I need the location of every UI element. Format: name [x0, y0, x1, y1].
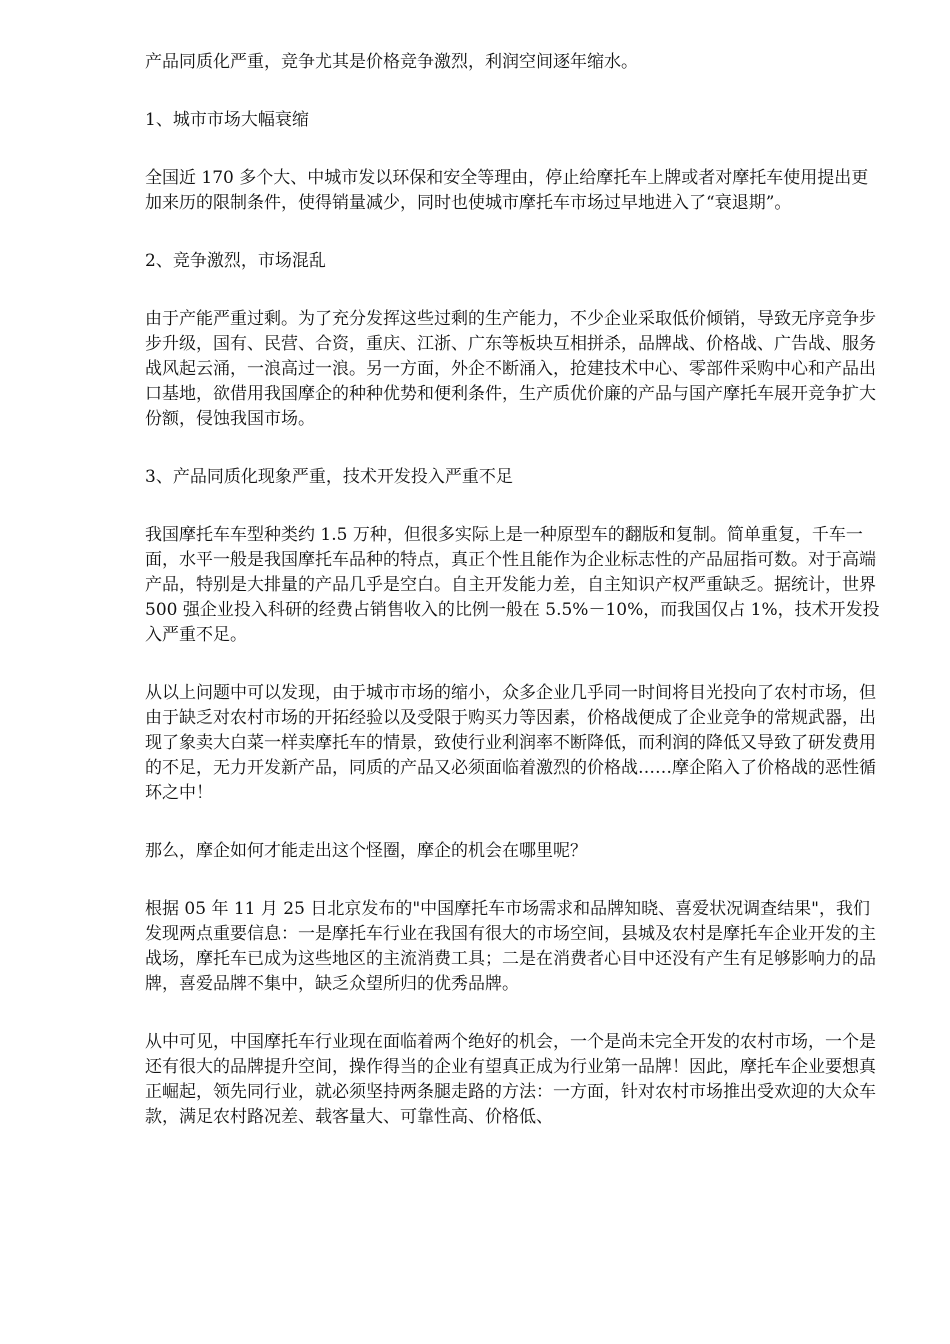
heading-urban-market: 1、城市市场大幅衰缩: [145, 110, 309, 130]
paragraph-competition: 由于产能严重过剩。为了充分发挥这些过剩的生产能力，不少企业采取低价倾销，导致无序竞争步步升级，国有、民营、合资，重庆、江浙、广东等板块互相拼杀，品牌战、价格战、广告战、服务战风起云涌，一浪高过一浪。另一方面，外企不断涌入，抢建技术中心、零部件采购中心和产品出口基地，欲借用我国摩企的种种优势和便利条件，生产质优价廉的产品与国产摩托车展开竞争扩大份额，侵蚀我国市场。: [145, 309, 876, 429]
paragraph-intro: 产品同质化严重，竞争尤其是价格竞争激烈，利润空间逐年缩水。: [145, 52, 638, 72]
paragraph-homogenization: 我国摩托车车型种类约 1.5 万种，但很多实际上是一种原型车的翻版和复制。简单重复，千车一面，水平一般是我国摩托车品种的特点，真正个性且能作为企业标志性的产品屈指可数。对于高端产品，特别是大排量的产品几乎是空白。自主开发能力差，自主知识产权严重缺乏。据统计，世界 500 强企业投入科研的经费占销售收入的比例一般在 5.5%－10%，而我国仅占 1%，技术开发投入严重不足。: [145, 525, 880, 645]
heading-competition: 2、竞争激烈，市场混乱: [145, 251, 326, 271]
paragraph-urban-market: 全国近 170 多个大、中城市发以环保和安全等理由，停止给摩托车上牌或者对摩托车使用提出更加来历的限制条件，使得销量减少，同时也使城市摩托车市场过早地进入了“衰退期”。: [145, 168, 869, 213]
paragraph-survey: 根据 05 年 11 月 25 日北京发布的"中国摩托车市场需求和品牌知晓、喜爱状况调查结果"，我们发现两点重要信息：一是摩托车行业在我国有很大的市场空间，县城及农村是摩托车企业开发的主战场，摩托车已成为这些地区的主流消费工具；二是在消费者心目中还没有产生有足够影响力的品牌，喜爱品牌不集中，缺乏众望所归的优秀品牌。: [145, 899, 876, 994]
paragraph-analysis: 从以上问题中可以发现，由于城市市场的缩小，众多企业几乎同一时间将目光投向了农村市场，但由于缺乏对农村市场的开拓经验以及受限于购买力等因素，价格战便成了企业竞争的常规武器，出现了象卖大白菜一样卖摩托车的情景，致使行业利润率不断降低，而利润的降低又导致了研发费用的不足，无力开发新产品，同质的产品又必须面临着激烈的价格战……摩企陷入了价格战的恶性循环之中！: [145, 683, 876, 803]
paragraph-opportunity: 从中可见，中国摩托车行业现在面临着两个绝好的机会，一个是尚未完全开发的农村市场，一个是还有很大的品牌提升空间，操作得当的企业有望真正成为行业第一品牌！因此，摩托车企业要想真正崛起，领先同行业，就必须坚持两条腿走路的方法：一方面，针对农村市场推出受欢迎的大众车款，满足农村路况差、载客量大、可靠性高、价格低、: [145, 1032, 876, 1127]
heading-homogenization: 3、产品同质化现象严重，技术开发投入严重不足: [145, 467, 513, 487]
paragraph-question: 那么，摩企如何才能走出这个怪圈，摩企的机会在哪里呢？: [145, 841, 587, 861]
document-body: [145, 50, 880, 1163]
